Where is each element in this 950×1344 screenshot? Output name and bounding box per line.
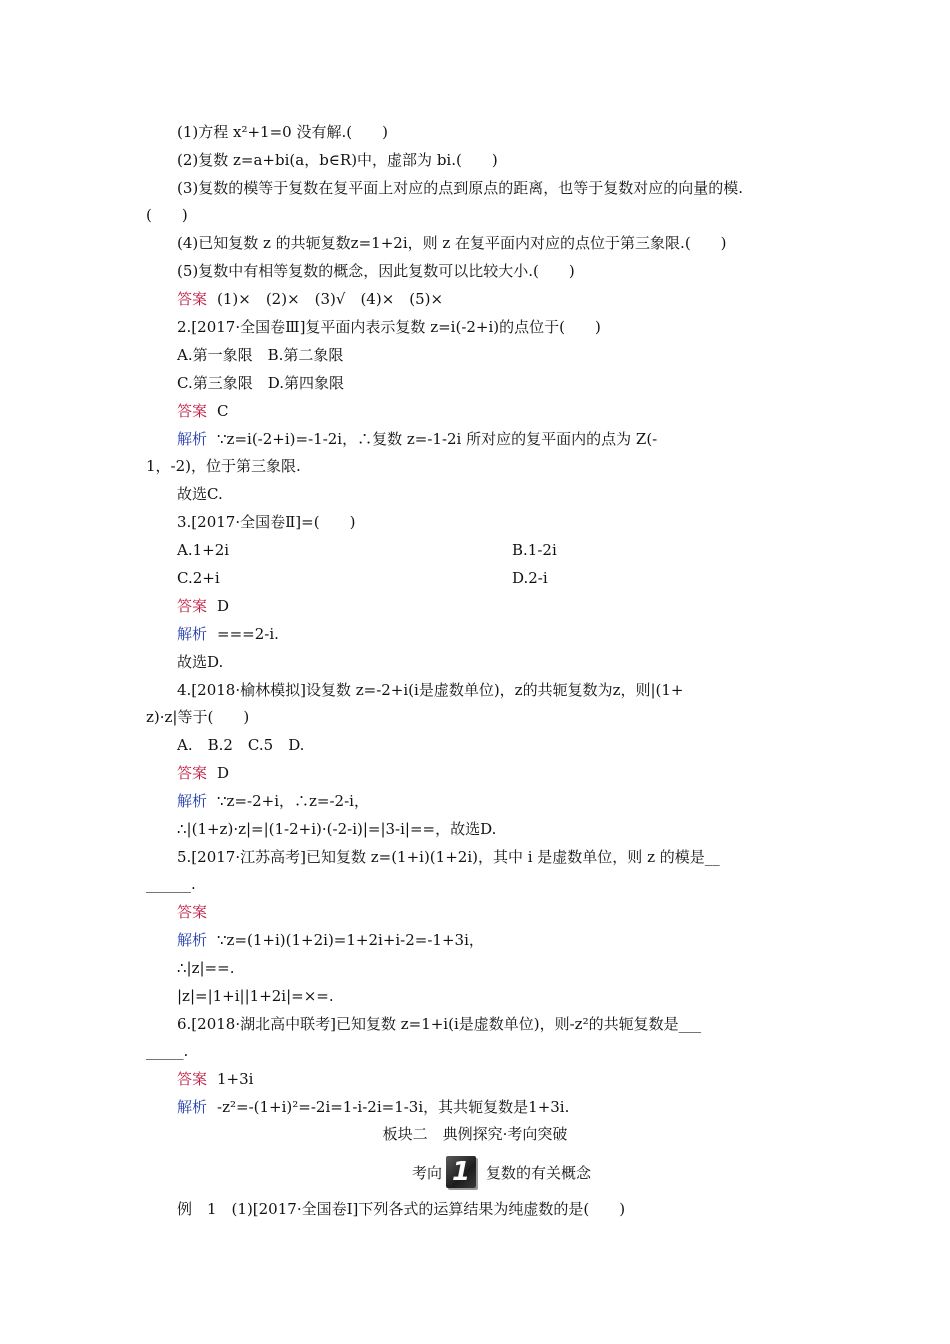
line-text: 4.[2018·榆林模拟]设复数 z=-2+i(i是虚数单位)，z的共轭复数为z，则|(1+ [177, 681, 684, 699]
answer-label: 答案 [177, 1070, 208, 1088]
line-text: -z²=-(1+i)²=-2i=1-i-2i=1-3i，其共轭复数是1+3i. [217, 1098, 570, 1116]
topic-heading-prefix: 考向 [412, 1163, 443, 1182]
text-line-l2 [177, 150, 857, 170]
line-text: ===2-i. [217, 625, 279, 643]
line-text: B.1-2i [512, 541, 557, 559]
text-line-l22 [177, 652, 857, 672]
line-text: ∵z=(1+i)(1+2i)=1+2i+i-2=-1+3i， [217, 931, 484, 949]
line-text: (1)方程 x²+1=0 没有解.( ) [177, 123, 388, 141]
line-text: 故选D. [177, 653, 224, 671]
text-line-l1 [177, 122, 857, 142]
line-text: D.2-i [512, 569, 548, 587]
line-text: _____. [146, 1042, 189, 1060]
line-text: (2)复数 z=a+bi(a，b∈R)中，虚部为 bi.( ) [177, 151, 498, 169]
text-line-l14 [177, 484, 857, 504]
line-text: C.2+i [177, 569, 220, 587]
line-text: (4)已知复数 z 的共轭复数z=1+2i，则 z 在复平面内对应的点位于第三象限.( ) [177, 234, 727, 252]
line-text: 3.[2017·全国卷Ⅱ]=( ) [177, 513, 356, 531]
text-line-l7 [177, 289, 857, 309]
text-line-l21 [177, 624, 857, 644]
line-text: (5)复数中有相等复数的概念，因此复数可以比较大小.( ) [177, 262, 575, 280]
topic-number-badge: 1 [446, 1156, 476, 1188]
text-line-l40 [177, 1199, 857, 1219]
text-line-l4 [146, 205, 826, 225]
line-text: 5.[2017·江苏高考]已知复数 z=(1+i)(1+2i)，其中 i 是虚数单位，则 z 的模是__ [177, 848, 720, 866]
analysis-label: 解析 [177, 430, 208, 448]
text-line-l17 [512, 540, 950, 560]
text-line-l20 [177, 596, 857, 616]
line-text: 6.[2018·湖北高中联考]已知复数 z=1+i(i是虚数单位)，则-z²的共轭复数是___ [177, 1015, 702, 1033]
text-line-l30 [146, 874, 826, 894]
line-text: 2.[2017·全国卷Ⅲ]复平面内表示复数 z=i(-2+i)的点位于( ) [177, 318, 601, 336]
answer-label: 答案 [177, 597, 208, 615]
text-line-l27 [177, 791, 857, 811]
text-line-l19 [512, 568, 950, 588]
line-text: A. B.2 C.5 D. [177, 736, 305, 754]
analysis-label: 解析 [177, 931, 208, 949]
line-text: ∴|z|==. [177, 959, 235, 977]
text-line-l25 [177, 735, 857, 755]
answer-label: 答案 [177, 903, 208, 921]
analysis-label: 解析 [177, 792, 208, 810]
line-text: z)·z|等于( ) [146, 708, 250, 726]
analysis-label: 解析 [177, 1098, 208, 1116]
analysis-label: 解析 [177, 625, 208, 643]
text-line-l38 [177, 1097, 857, 1117]
line-text: 1+3i [217, 1070, 254, 1088]
line-text: ∵z=-2+i，∴z=-2-i， [217, 792, 369, 810]
line-text: D [217, 764, 230, 782]
text-line-l6 [177, 261, 857, 281]
text-line-l3 [177, 178, 857, 198]
text-line-l33 [177, 958, 857, 978]
text-line-l29 [177, 847, 857, 867]
text-line-l23 [177, 680, 857, 700]
text-line-l12 [177, 429, 857, 449]
line-text: (1)× (2)× (3)√ (4)× (5)× [217, 290, 444, 308]
line-text: 例 1 (1)[2017·全国卷Ⅰ]下列各式的运算结果为纯虚数的是( ) [177, 1200, 626, 1218]
line-text: ∵z=i(-2+i)=-1-2i，∴复数 z=-1-2i 所对应的复平面内的点为 Z(- [217, 430, 658, 448]
line-text: A.第一象限 B.第二象限 [177, 346, 344, 364]
text-line-l24 [146, 707, 826, 727]
line-text: C.第三象限 D.第四象限 [177, 374, 344, 392]
text-line-l32 [177, 930, 857, 950]
line-text: |z|=|1+i||1+2i|=×=. [177, 987, 334, 1005]
text-line-l37 [177, 1069, 857, 1089]
text-line-l34 [177, 986, 857, 1006]
answer-label: 答案 [177, 290, 208, 308]
line-text: ∴|(1+z)·z|=|(1-2+i)·(-2-i)|=|3-i|==，故选D. [177, 820, 497, 838]
text-line-l9 [177, 345, 857, 365]
text-line-l13 [146, 456, 826, 476]
text-line-l35 [177, 1014, 857, 1034]
answer-label: 答案 [177, 402, 208, 420]
text-line-l10 [177, 373, 857, 393]
line-text: 故选C. [177, 485, 223, 503]
line-text: 1，-2)，位于第三象限. [146, 457, 301, 475]
text-line-l15 [177, 512, 857, 532]
line-text: (3)复数的模等于复数在复平面上对应的点到原点的距离，也等于复数对应的向量的模. [177, 179, 744, 197]
section-title: 板块二 典例探究·考向突破 [382, 1125, 568, 1143]
line-text: ( ) [146, 206, 188, 224]
text-line-l8 [177, 317, 857, 337]
text-line-l36 [146, 1041, 826, 1061]
text-line-l11 [177, 401, 857, 421]
line-text: C [217, 402, 229, 420]
line-text: D [217, 597, 230, 615]
topic-heading-title: 复数的有关概念 [486, 1163, 592, 1182]
text-line-l26 [177, 763, 857, 783]
text-line-l28 [177, 819, 857, 839]
line-text: A.1+2i [177, 541, 230, 559]
text-line-l5 [177, 233, 857, 253]
topic-heading [412, 1154, 591, 1190]
text-line-l31 [177, 902, 857, 922]
line-text: ______. [146, 875, 196, 893]
answer-label: 答案 [177, 764, 208, 782]
